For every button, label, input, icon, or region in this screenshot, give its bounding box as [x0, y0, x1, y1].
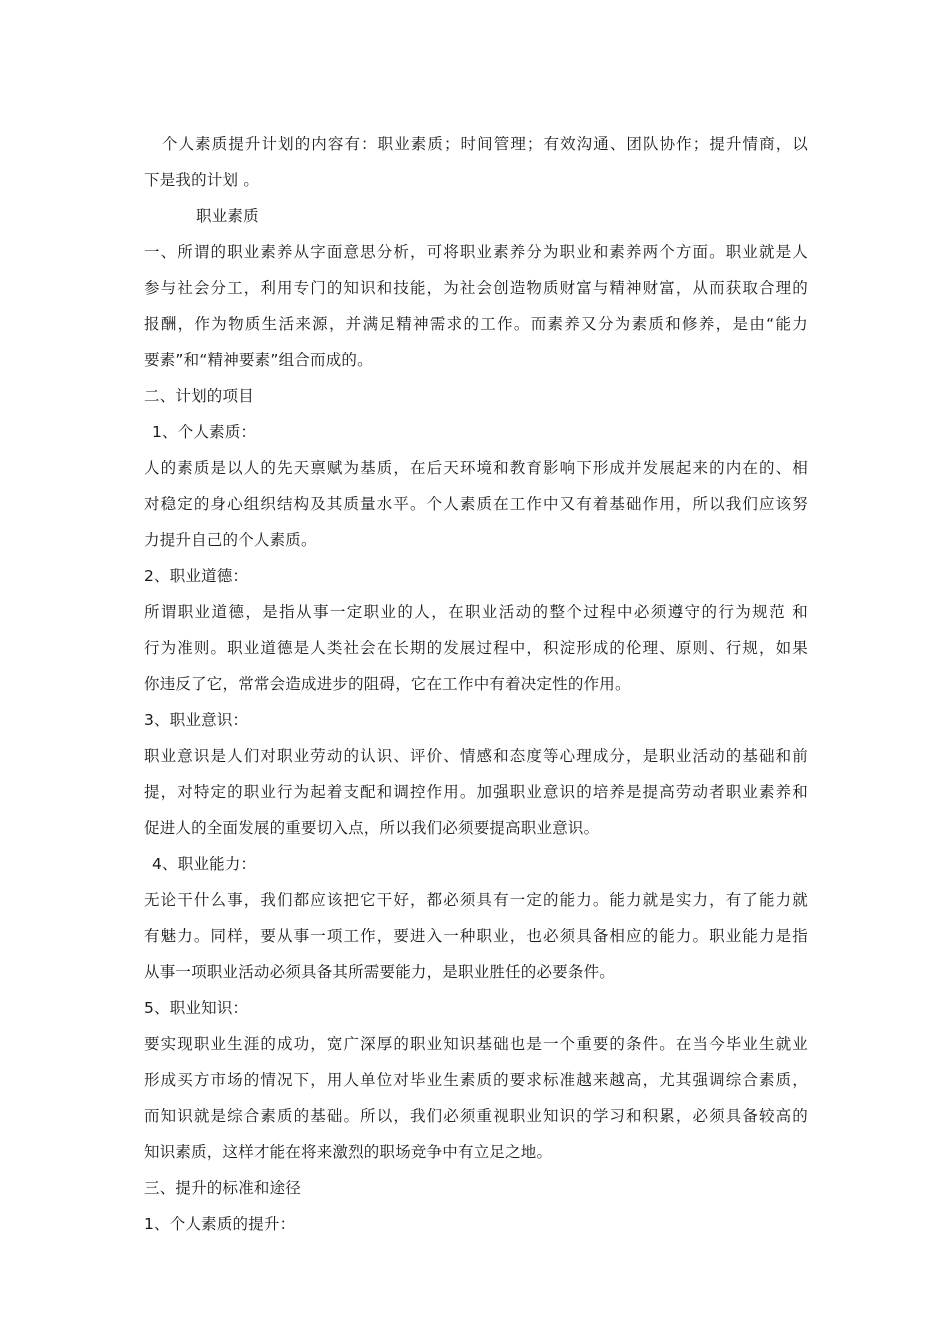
paragraph-line: 参与社会分工，利用专门的知识和技能，为社会创造物质财富与精神财富，从而获取合理的 — [144, 279, 808, 297]
paragraph-line: 形成买方市场的情况下，用人单位对毕业生素质的要求标准越来越高，尤其强调综合素质， — [144, 1071, 808, 1089]
paragraph-line: 报酬，作为物质生活来源，并满足精神需求的工作。而素养又分为素质和修养，是由“能力 — [144, 315, 808, 333]
paragraph-line: 你违反了它，常常会造成进步的阻碍，它在工作中有着决定性的作用。 — [144, 675, 631, 693]
paragraph-line: 无论干什么事，我们都应该把它干好，都必须具有一定的能力。能力就是实力，有了能力就 — [144, 891, 808, 909]
paragraph-line: 从事一项职业活动必须具备其所需要能力，是职业胜任的必要条件。 — [144, 963, 616, 981]
paragraph-line: 所谓职业道德，是指从事一定职业的人，在职业活动的整个过程中必须遵守的行为规范 和 — [144, 603, 808, 621]
document-body — [144, 126, 808, 1242]
paragraph-line: 提，对特定的职业行为起着支配和调控作用。加强职业意识的培养是提高劳动者职业素养和 — [144, 783, 808, 801]
paragraph-line: 促进人的全面发展的重要切入点，所以我们必须要提高职业意识。 — [144, 819, 600, 837]
subsection-heading: 3、职业意识： — [144, 711, 249, 729]
subsection-heading: 4、职业能力： — [152, 855, 257, 873]
subsection-heading: 5、职业知识： — [144, 999, 249, 1017]
section-heading: 三、提升的标准和途径 — [144, 1179, 302, 1197]
paragraph-line: 要实现职业生涯的成功，宽广深厚的职业知识基础也是一个重要的条件。在当今毕业生就业 — [144, 1035, 808, 1053]
paragraph-line: 要素”和“精神要素”组合而成的。 — [144, 351, 373, 369]
paragraph-line: 下是我的计划 。 — [144, 171, 260, 189]
subsection-heading: 2、职业道德： — [144, 567, 249, 585]
paragraph-line: 职业意识是人们对职业劳动的认识、评价、情感和态度等心理成分，是职业活动的基础和前 — [144, 747, 808, 765]
paragraph-line: 而知识就是综合素质的基础。所以，我们必须重视职业知识的学习和积累，必须具备较高的 — [144, 1107, 808, 1125]
paragraph-line: 个人素质提升计划的内容有：职业素质；时间管理；有效沟通、团队协作；提升情商，以 — [162, 135, 808, 153]
paragraph-line: 有魅力。同样，要从事一项工作，要进入一种职业，也必须具备相应的能力。职业能力是指 — [144, 927, 808, 945]
subsection-heading: 1、个人素质的提升： — [144, 1215, 296, 1233]
section-heading: 二、计划的项目 — [144, 387, 254, 405]
subsection-heading: 1、个人素质： — [152, 423, 257, 441]
paragraph-line: 一、所谓的职业素养从字面意思分析，可将职业素养分为职业和素养两个方面。职业就是人 — [144, 243, 808, 261]
paragraph-line: 对稳定的身心组织结构及其质量水平。个人素质在工作中又有着基础作用，所以我们应该努 — [144, 495, 808, 513]
paragraph-line: 人的素质是以人的先天禀赋为基质，在后天环境和教育影响下形成并发展起来的内在的、相 — [144, 459, 808, 477]
paragraph-line: 力提升自己的个人素质。 — [144, 531, 317, 549]
section-heading: 职业素质 — [196, 207, 259, 225]
paragraph-line: 知识素质，这样才能在将来激烈的职场竞争中有立足之地。 — [144, 1143, 553, 1161]
paragraph-line: 行为准则。职业道德是人类社会在长期的发展过程中，积淀形成的伦理、原则、行规，如果 — [144, 639, 808, 657]
